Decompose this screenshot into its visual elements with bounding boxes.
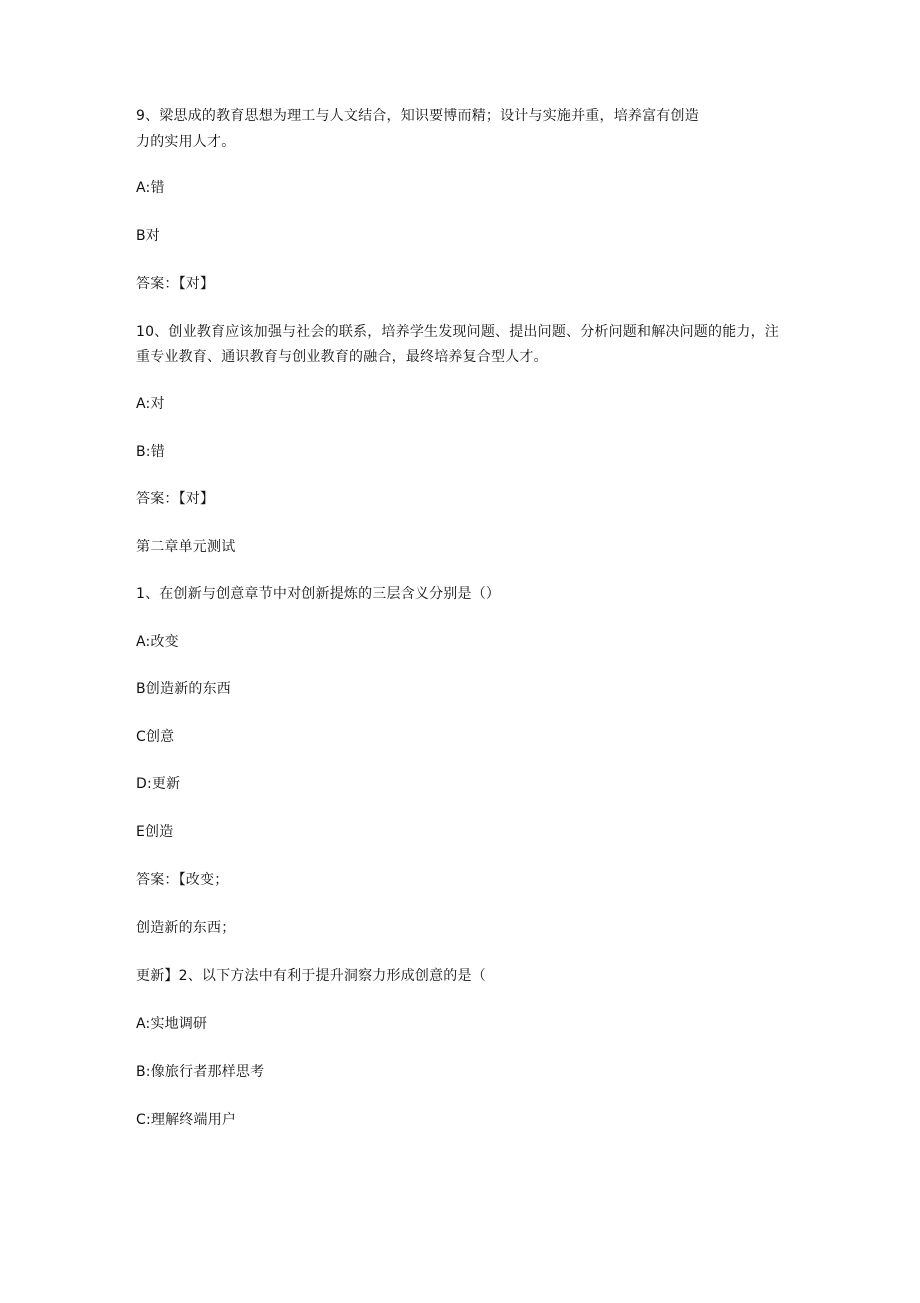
question-9-text-line-2: 力的实用人才。: [136, 134, 236, 150]
chapter2-question-2-text: 更新】2、以下方法中有利于提升洞察力形成创意的是（: [136, 968, 486, 984]
chapter2-question-1-option-a: A:改变: [136, 634, 179, 650]
question-10-text-line-2: 重专业教育、通识教育与创业教育的融合，最终培养复合型人才。: [136, 349, 548, 365]
chapter2-question-1-option-e: E创造: [136, 824, 174, 840]
chapter2-question-1-option-b: B创造新的东西: [136, 681, 232, 697]
chapter2-question-1-text: 1、在创新与创意章节中对创新提炼的三层含义分别是（）: [136, 586, 501, 602]
question-9-option-b: B对: [136, 228, 161, 244]
chapter2-question-2-option-b: B:像旅行者那样思考: [136, 1064, 265, 1080]
chapter2-question-1-answer-line-2: 创造新的东西；: [136, 920, 236, 936]
question-9-text-line-1: 9、梁思成的教育思想为理工与人文结合，知识要博而精；设计与实施并重，培养富有创造: [136, 108, 699, 124]
question-10-option-a: A:对: [136, 396, 165, 412]
question-10-text-line-1: 10、创业教育应该加强与社会的联系，培养学生发现问题、提出问题、分析问题和解决问题的能力，注: [136, 324, 780, 340]
question-9-answer: 答案：【对】: [136, 276, 215, 292]
chapter2-question-1-answer-line-1: 答案：【改变；: [136, 872, 229, 888]
chapter2-question-1-option-c: C创意: [136, 729, 175, 745]
question-9-option-a: A:错: [136, 180, 165, 196]
chapter2-question-2-option-a: A:实地调研: [136, 1016, 208, 1032]
chapter-heading: 第二章单元测试: [136, 539, 236, 555]
chapter2-question-2-option-c: C:理解终端用户: [136, 1112, 237, 1128]
chapter2-question-1-option-d: D:更新: [136, 776, 181, 792]
question-10-answer: 答案：【对】: [136, 491, 215, 507]
question-10-option-b: B:错: [136, 444, 165, 460]
